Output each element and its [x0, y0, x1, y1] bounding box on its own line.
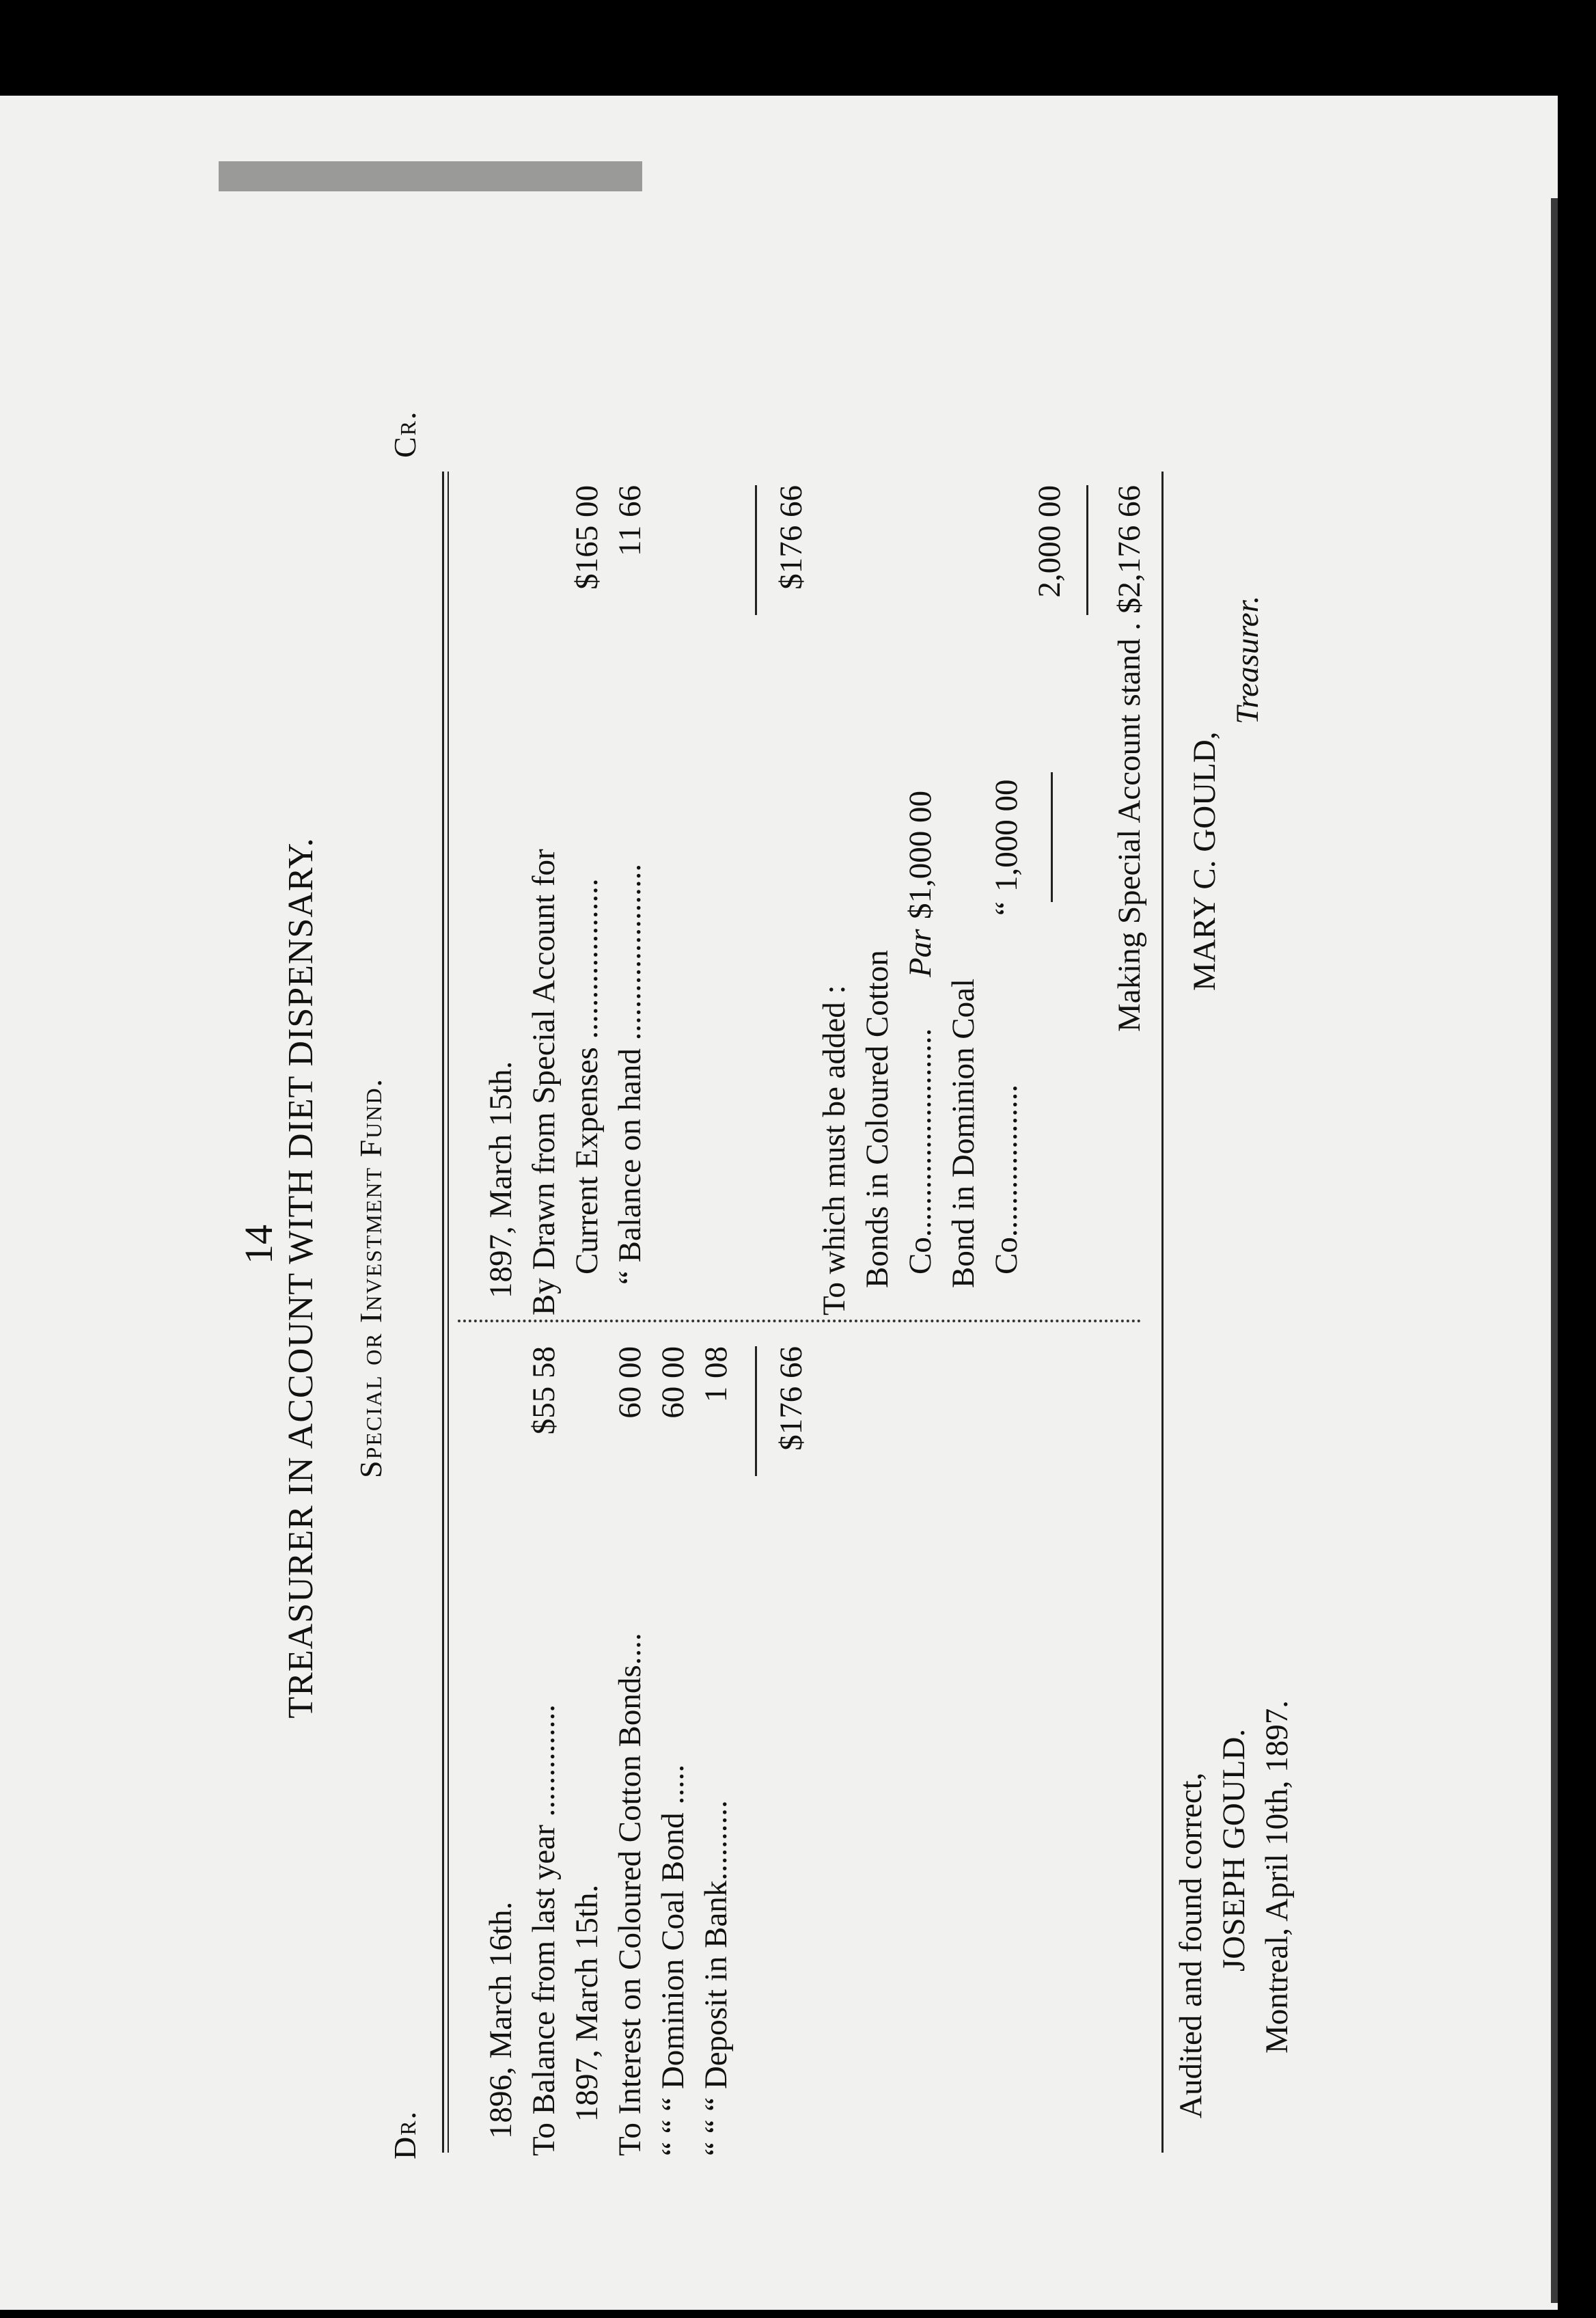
debit-row-deposit-bank-amount: 1 08	[698, 1346, 734, 1403]
bond-cotton-line1: Bonds in Coloured Cotton	[859, 950, 895, 1288]
debit-row-dominion-coal: “ “ “ Dominion Coal Bond .....	[655, 1764, 691, 2156]
making-account-total: $2,176 66	[1112, 485, 1147, 614]
ledger-account	[219, 321, 1380, 2235]
header-double-rule	[442, 472, 444, 2153]
debit-row-dominion-coal-amount: 60 00	[655, 1346, 691, 1419]
dr-label: Dr.	[387, 2110, 422, 2159]
audit-line: Audited and found correct,	[1173, 1772, 1209, 2118]
audit-place-date: Montreal, April 10th, 1897.	[1259, 1700, 1295, 2054]
debit-row-deposit-bank: “ “ “ Deposit in Bank..........	[698, 1800, 734, 2156]
bonds-total: 2,000 00	[1032, 485, 1067, 598]
debit-row-balance-text: To Balance from last year ..............	[526, 1704, 562, 2156]
ditto-mark: “	[989, 901, 1024, 916]
auditor-name: JOSEPH GOULD.	[1216, 1728, 1252, 1972]
bond-cotton-line2: Co..........................	[903, 1028, 938, 1274]
page-edge-shadow	[219, 161, 642, 191]
debit-date-1897: 1897, March 15th.	[569, 1884, 605, 2122]
treasurer-name: MARY C. GOULD,	[1187, 731, 1222, 991]
bond-coal-value: 1,000 00	[989, 779, 1024, 892]
page-number: 14	[236, 1225, 281, 1264]
added-heading: To which must be added :	[816, 985, 852, 1315]
credit-row-balance-hand: “ Balance on hand ......................	[612, 863, 648, 1285]
binding-edge	[1551, 198, 1558, 2303]
credit-date-1897: 1897, March 15th.	[483, 1061, 519, 1298]
column-divider	[458, 1320, 1141, 1322]
scanned-page	[0, 96, 1558, 2310]
making-rule	[1086, 485, 1088, 615]
credit-row-drawn-line2: Current Expenses ....................	[569, 878, 605, 1274]
making-account-text: Making Special Account stand . .	[1112, 606, 1147, 1032]
bond-coal-line1: Bond in Dominion Coal	[946, 978, 981, 1288]
account-title: TREASURER IN ACCOUNT WITH DIET DISPENSARY.	[281, 837, 320, 1719]
debit-date-1896: 1896, March 16th.	[483, 1901, 519, 2139]
credit-total-rule	[755, 485, 757, 615]
credit-total: $176 66	[773, 485, 809, 590]
credit-row-drawn-line1: By Drawn from Special Account for	[526, 849, 562, 1315]
bond-cotton-value: $1,000 00	[903, 791, 938, 919]
par-label: Par	[903, 929, 938, 977]
debit-total-rule	[755, 1346, 757, 1476]
debit-total: $176 66	[773, 1346, 809, 1451]
treasurer-title: Treasurer.	[1230, 595, 1265, 724]
credit-row-balance-hand-amount: 11 66	[612, 485, 648, 557]
credit-row-drawn-amount: $165 00	[569, 485, 605, 590]
debit-row-interest-cotton-amount: 60 00	[612, 1346, 648, 1419]
debit-row-balance-amount: $55 58	[526, 1346, 562, 1435]
account-subtitle: Special or Investment Fund.	[353, 1077, 388, 1479]
debit-row-interest-cotton: To Interest on Coloured Cotton Bonds....	[612, 1633, 648, 2156]
bonds-rule	[1051, 772, 1053, 902]
bond-coal-line2: Co...................	[989, 1084, 1024, 1274]
header-double-rule-2	[448, 472, 449, 2153]
footer-rule	[1161, 472, 1164, 2153]
cr-label: Cr.	[387, 410, 422, 458]
